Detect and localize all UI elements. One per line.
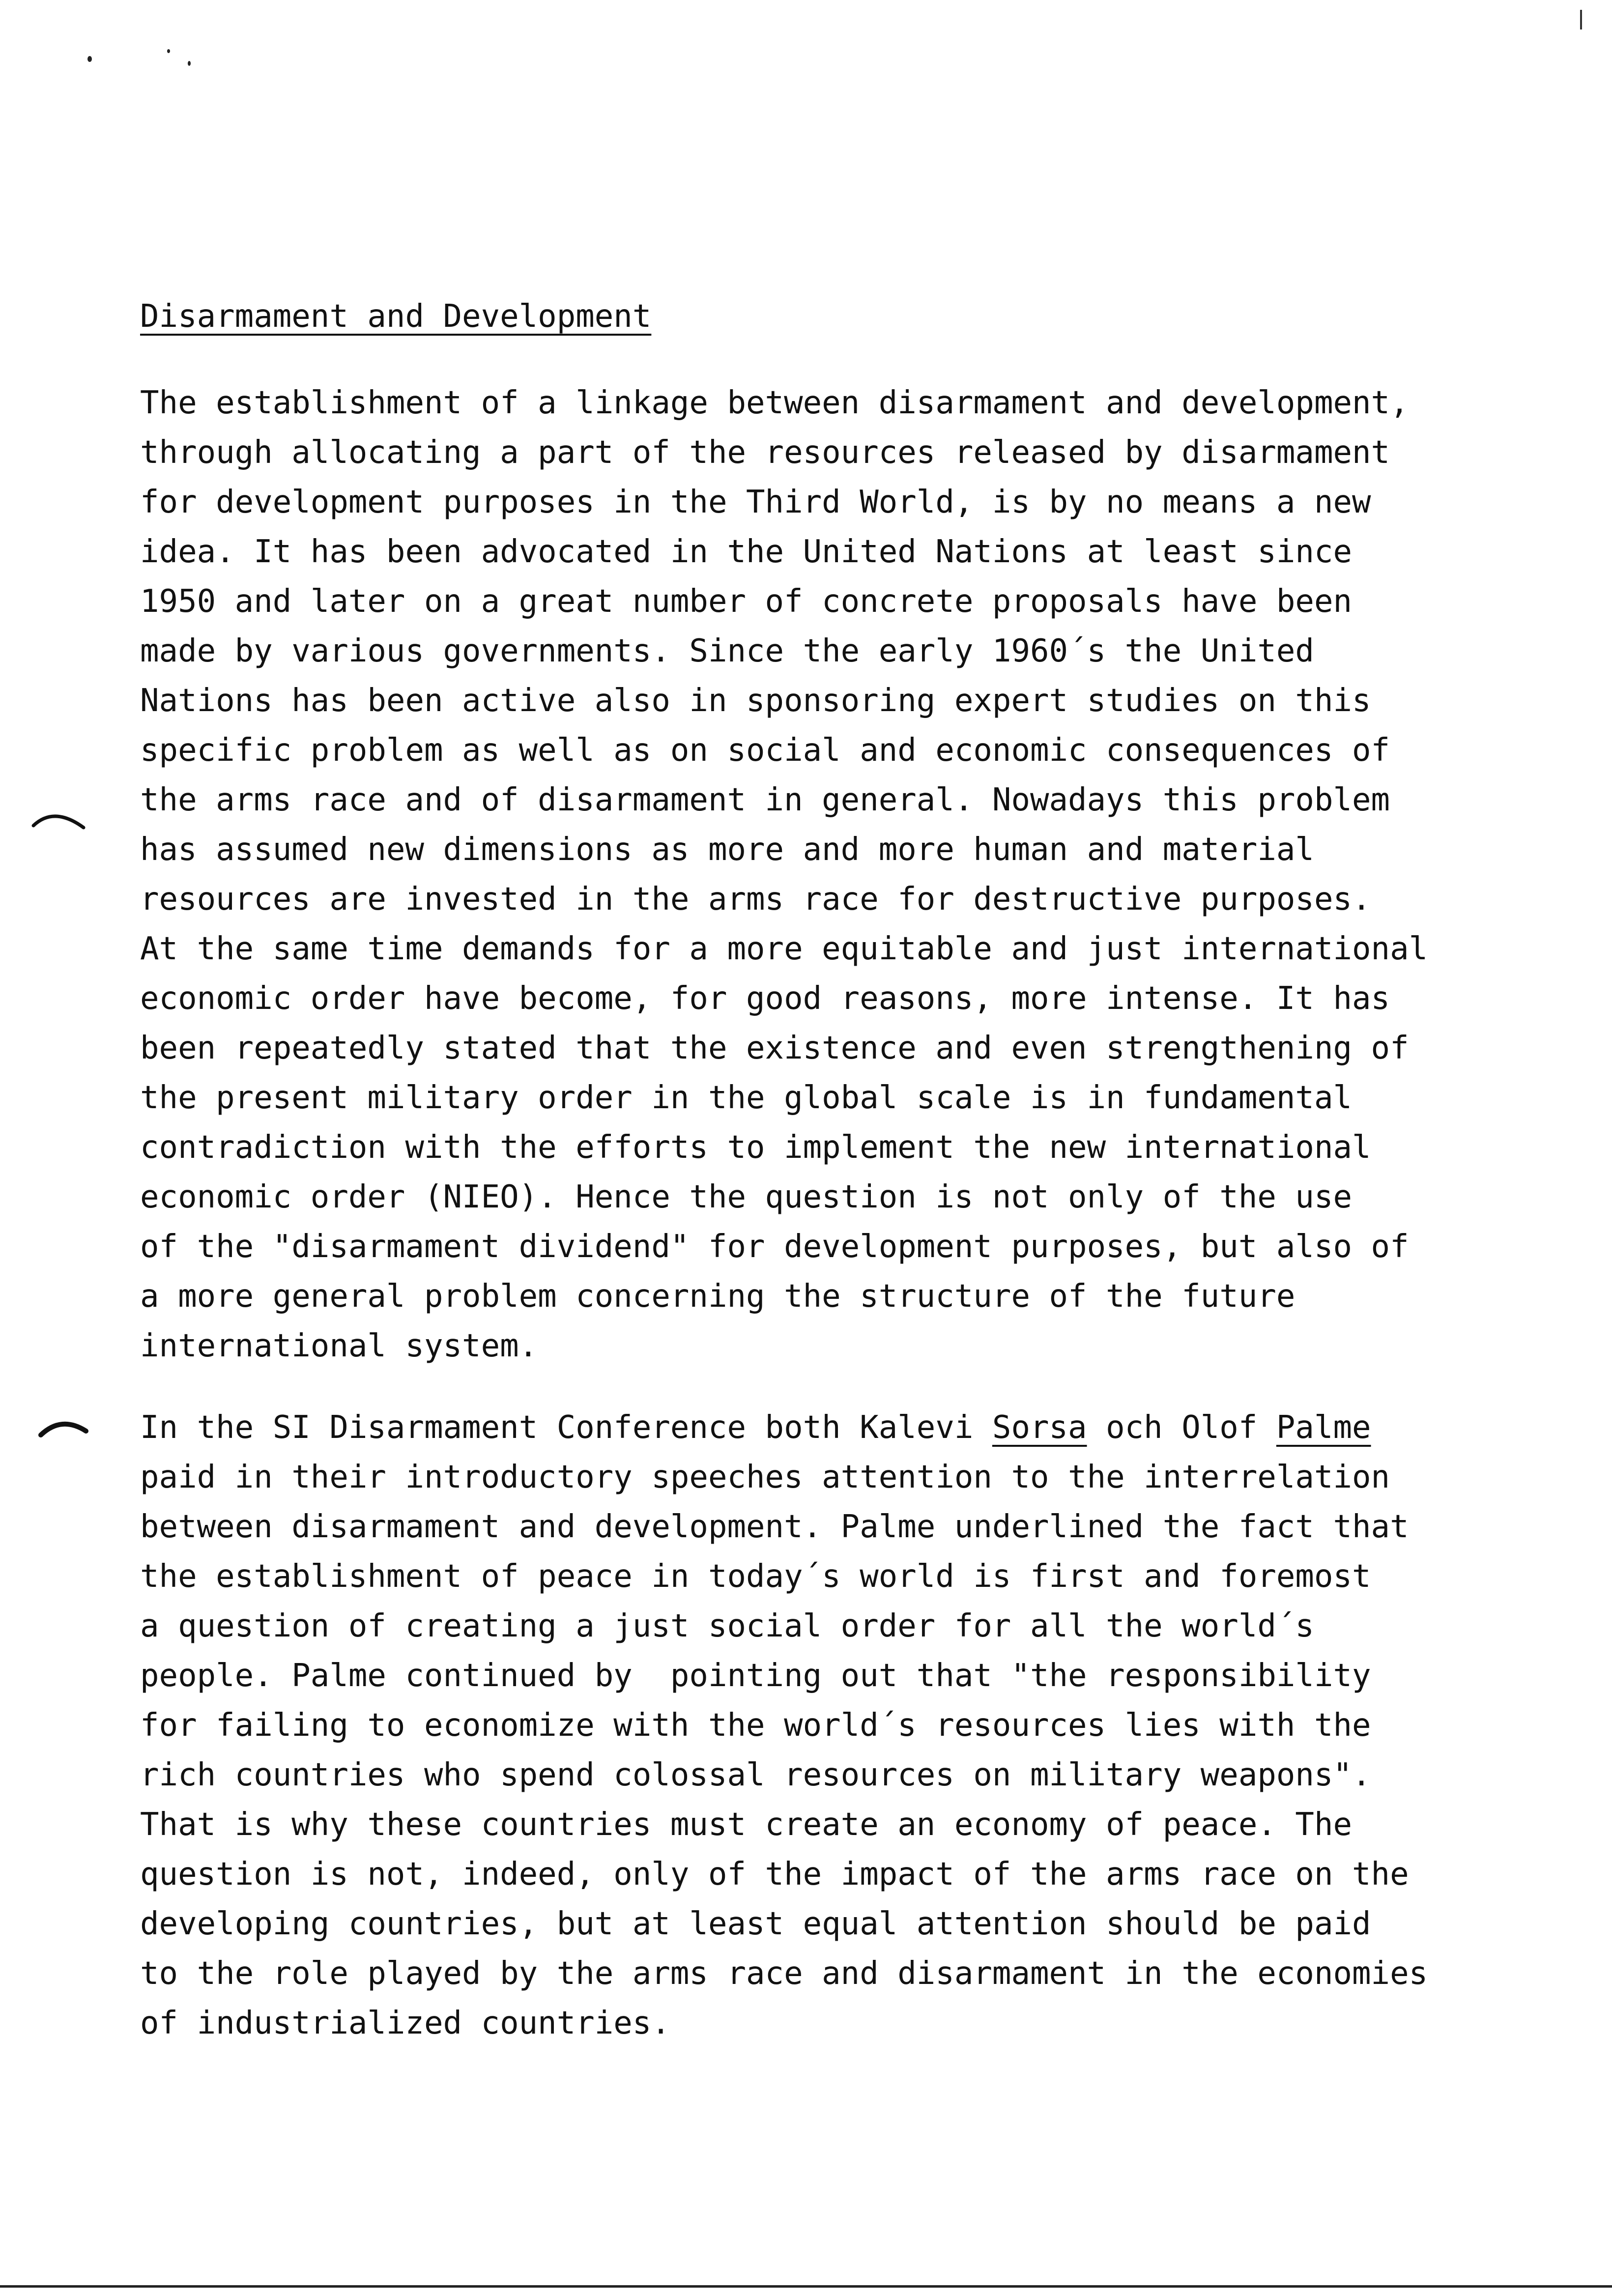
text-line: been repeatedly stated that the existence and even strengthening of xyxy=(140,1030,1409,1066)
text-line: made by various governments. Since the early 1960´s the United xyxy=(140,633,1314,669)
text-line: economic order have become, for good reasons, more intense. It has xyxy=(140,980,1390,1017)
scan-speck xyxy=(87,56,92,62)
text-line: question is not, indeed, only of the impact of the arms race on the xyxy=(140,1856,1409,1893)
scan-speck xyxy=(188,61,191,66)
text-line: through allocating a part of the resources released by disarmament xyxy=(140,434,1390,471)
text-line: the arms race and of disarmament in general. Nowadays this problem xyxy=(140,782,1390,818)
text-fragment: In the SI Disarmament Conference both Kalevi xyxy=(140,1409,992,1446)
text-line: paid in their introductory speeches attention to the interrelation xyxy=(140,1459,1390,1495)
text-line: The establishment of a linkage between disarmament and development, xyxy=(140,385,1409,421)
name-palme: Palme xyxy=(1276,1409,1371,1446)
text-line: economic order (NIEO). Hence the question is not only of the use xyxy=(140,1179,1352,1215)
heading-text: Disarmament and Development xyxy=(140,298,652,335)
text-line: for failing to economize with the world´s resources lies with the xyxy=(140,1707,1371,1744)
text-line: contradiction with the efforts to implement the new international xyxy=(140,1129,1371,1166)
text-fragment: och Olof xyxy=(1087,1409,1276,1446)
text-line: developing countries, but at least equal attention should be paid xyxy=(140,1906,1371,1942)
text-line: to the role played by the arms race and disarmament in the economies xyxy=(140,1955,1428,1992)
text-line: of the "disarmament dividend" for development purposes, but also of xyxy=(140,1229,1409,1265)
text-line: international system. xyxy=(140,1328,538,1364)
text-line: Nations has been active also in sponsoring expert studies on this xyxy=(140,683,1371,719)
scan-mark xyxy=(1580,10,1582,29)
text-line: has assumed new dimensions as more and more human and material xyxy=(140,832,1314,868)
margin-bracket-mark xyxy=(29,806,88,845)
text-line: That is why these countries must create an economy of peace. The xyxy=(140,1807,1352,1843)
text-line: for development purposes in the Third World, is by no means a new xyxy=(140,484,1371,520)
text-line: rich countries who spend colossal resources on military weapons". xyxy=(140,1757,1371,1793)
text-line: 1950 and later on a great number of concrete proposals have been xyxy=(140,583,1352,620)
text-line: between disarmament and development. Palme underlined the fact that xyxy=(140,1509,1409,1545)
text-line: people. Palme continued by pointing out that "the responsibility xyxy=(140,1658,1371,1694)
text-line xyxy=(140,1403,1428,1453)
text-line: specific problem as well as on social and economic consequences of xyxy=(140,732,1390,769)
text-line: a question of creating a just social order for all the world´s xyxy=(140,1608,1314,1644)
page-title xyxy=(140,298,652,335)
text-line: At the same time demands for a more equitable and just international xyxy=(140,931,1428,967)
text-line: of industrialized countries. xyxy=(140,2005,670,2041)
text-line: the present military order in the global scale is in fundamental xyxy=(140,1080,1352,1116)
name-sorsa: Sorsa xyxy=(992,1409,1087,1446)
text-line: resources are invested in the arms race for destructive purposes. xyxy=(140,881,1371,918)
page-bottom-rule xyxy=(0,2285,1612,2288)
margin-bracket-mark xyxy=(37,1415,96,1450)
scan-speck xyxy=(167,49,170,53)
text-line: idea. It has been advocated in the United Nations at least since xyxy=(140,534,1352,570)
text-line: a more general problem concerning the structure of the future xyxy=(140,1278,1295,1315)
paragraph-2 xyxy=(140,1403,1428,2048)
paragraph-1 xyxy=(140,378,1428,1371)
text-line: the establishment of peace in today´s world is first and foremost xyxy=(140,1558,1371,1595)
